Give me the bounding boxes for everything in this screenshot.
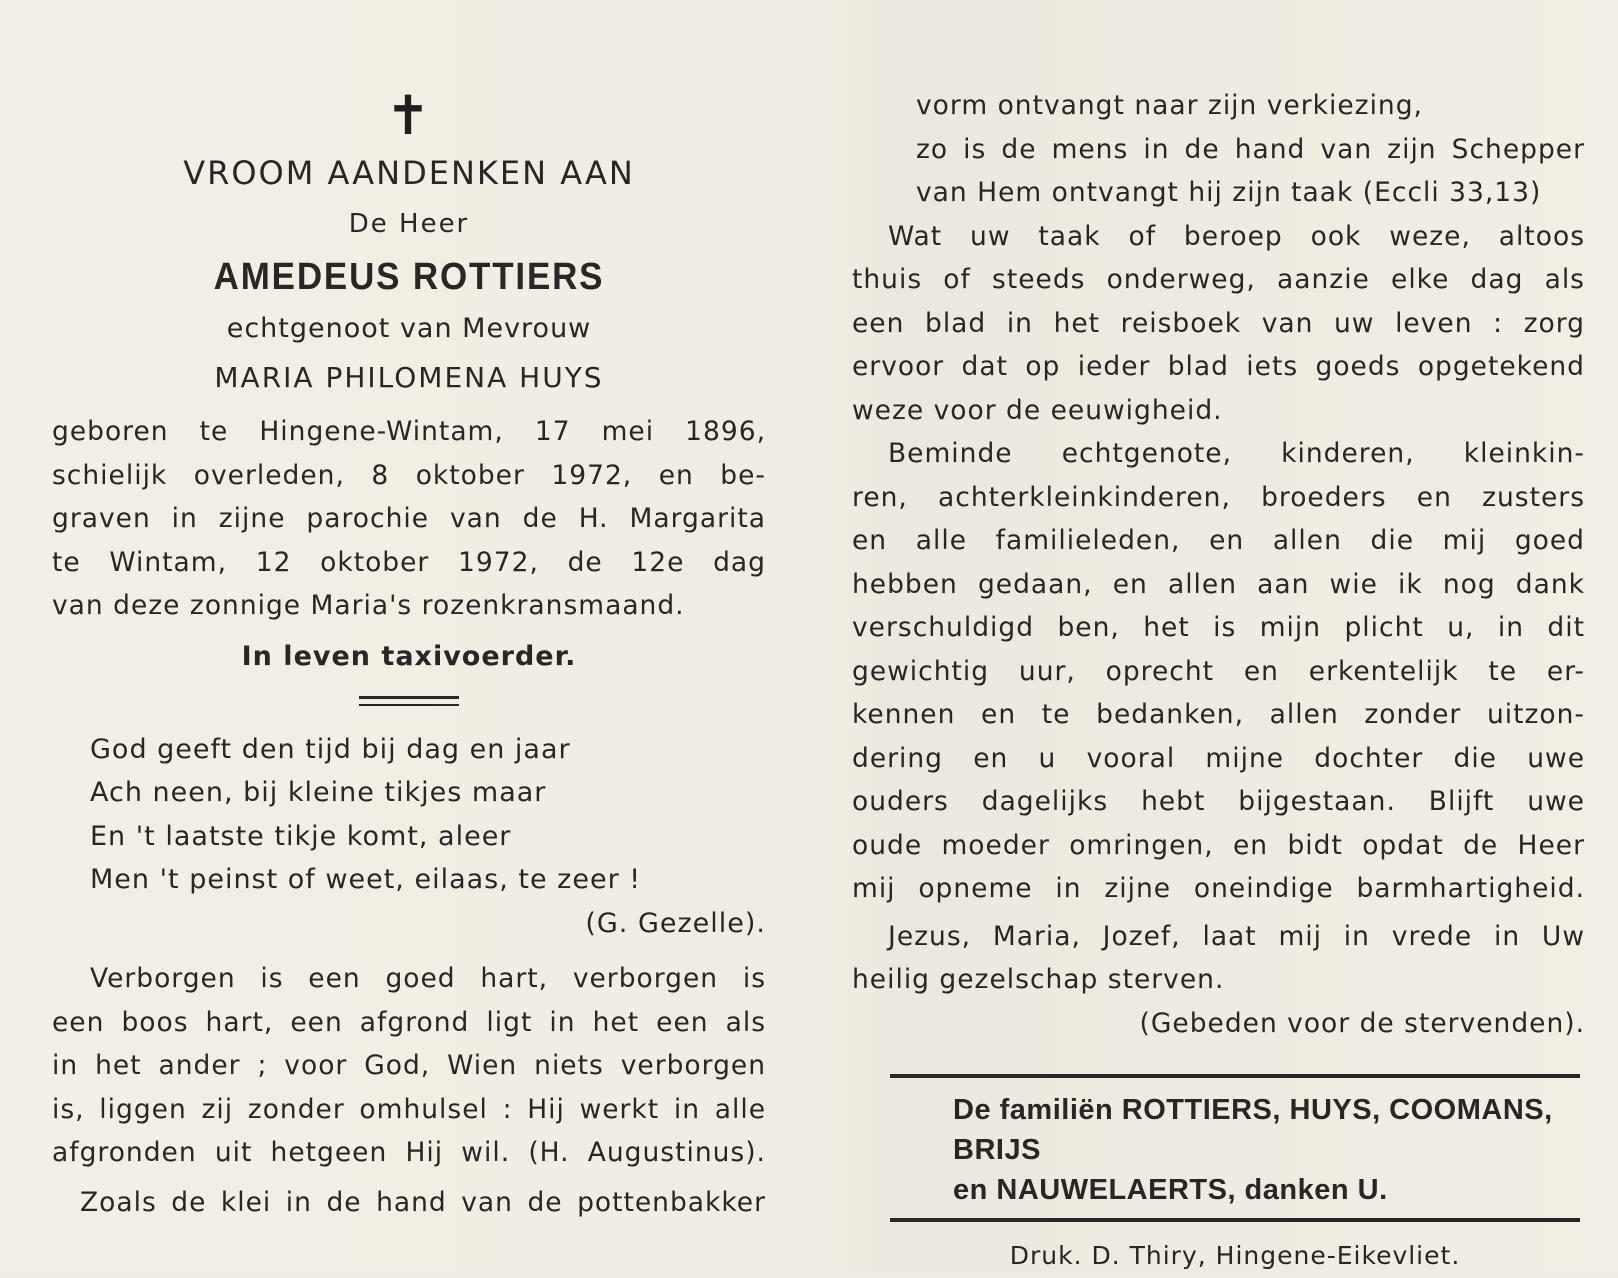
- augustinus-quote: [52, 957, 766, 1224]
- quote-line: is, liggen zij zonder omhulsel : Hij werkt in alle: [52, 1093, 766, 1125]
- quote-line: een boos hart, een afgrond ligt in het een als: [52, 1006, 766, 1038]
- cross-icon: ✝: [385, 84, 431, 147]
- thanks-line: De familiën ROTTIERS, HUYS, COOMANS, BRIJS: [953, 1094, 1553, 1166]
- quote-line: Zoals de klei in de hand van de pottenbakker: [80, 1186, 766, 1218]
- family-line: hebben gedaan, en allen aan wie ik nog dank: [852, 568, 1585, 600]
- deceased-name: AMEDEUS ROTTIERS: [213, 256, 605, 298]
- spouse-label: echtgenoot van Mevrouw: [226, 313, 592, 344]
- poem-attribution: (G. Gezelle).: [585, 907, 766, 939]
- family-line: kennen en te bedanken, allen zonder uitzon-: [852, 699, 1585, 730]
- task-line: ervoor dat op ieder blad iets goeds opgetekend: [852, 351, 1585, 382]
- prayer-attribution: (Gebeden voor de stervenden).: [1139, 1007, 1585, 1039]
- poem-line: En 't laatste tikje komt, aleer: [90, 820, 512, 852]
- biography: [52, 410, 766, 628]
- family-thanks: [890, 1078, 1580, 1218]
- quote-line: afgronden uit hetgeen Hij wil. (H. Augustinus).: [52, 1137, 766, 1168]
- salutation: De Heer: [348, 209, 470, 239]
- family-line: en alle familieleden, en allen die mij goed: [852, 525, 1585, 556]
- family-line: Beminde echtgenote, kinderen, kleinkin-: [888, 438, 1585, 469]
- double-rule-divider: [359, 696, 459, 706]
- task-line: een blad in het reisboek van uw leven : zorg: [852, 307, 1585, 339]
- eccli-quote: [880, 84, 1585, 215]
- bio-line: van deze zonnige Maria's rozenkransmaand.: [52, 590, 685, 621]
- poem-line: God geeft den tijd bij dag en jaar: [90, 733, 571, 765]
- task-paragraph: [852, 215, 1585, 433]
- poem: [52, 728, 766, 946]
- prayer-line: heilig gezelschap sterven.: [852, 964, 1225, 995]
- family-line: dering en u vooral mijne dochter die uwe: [852, 742, 1585, 774]
- spouse-name: MARIA PHILOMENA HUYS: [214, 361, 604, 394]
- bio-line: schielijk overleden, 8 oktober 1972, en be-: [52, 459, 766, 491]
- family-line: verschuldigd ben, het is mijn plicht u, in dit: [852, 612, 1585, 643]
- poem-line: Ach neen, bij kleine tikjes maar: [90, 777, 547, 808]
- family-line: oude moeder omringen, en bidt opdat de Heer: [852, 829, 1585, 861]
- prayer-paragraph: [852, 915, 1585, 1046]
- right-page: [852, 86, 1585, 1045]
- quote-line: vorm ontvangt naar zijn verkiezing,: [916, 90, 1423, 121]
- bio-line: graven in zijne parochie van de H. Margarita: [52, 503, 766, 534]
- card-title: VROOM AANDENKEN AAN: [183, 154, 635, 192]
- task-line: weze voor de eeuwigheid.: [852, 394, 1223, 426]
- family-line: mij opneme in zijne oneindige barmhartigheid.: [852, 873, 1585, 904]
- poem-line: Men 't peinst of weet, eilaas, te zeer !: [90, 864, 642, 895]
- task-line: thuis of steeds onderweg, aanzie elke dag als: [852, 264, 1585, 295]
- thanks-block: [890, 1074, 1580, 1278]
- bio-line: te Wintam, 12 oktober 1972, de 12e dag: [52, 546, 766, 578]
- family-line: gewichtig uur, oprecht en erkentelijk te er-: [852, 655, 1585, 687]
- left-page: [52, 86, 766, 1224]
- bottom-rule: [890, 1218, 1580, 1222]
- family-paragraph: [852, 432, 1585, 911]
- quote-line: Verborgen is een goed hart, verborgen is: [90, 963, 766, 994]
- thanks-line: en NAUWELAERTS, danken U.: [953, 1174, 1388, 1206]
- quote-line: in het ander ; voor God, Wien niets verborgen: [52, 1050, 766, 1081]
- printer-credit: Druk. D. Thiry, Hingene-Eikevliet.: [1009, 1241, 1461, 1270]
- prayer-line: Jezus, Maria, Jozef, laat mij in vrede in Uw: [888, 920, 1585, 952]
- quote-line: van Hem ontvangt hij zijn taak (Eccli 33,13): [916, 177, 1542, 208]
- quote-line: zo is de mens in de hand van zijn Schepper: [916, 133, 1585, 165]
- family-line: ouders dagelijks hebt bijgestaan. Blijft uwe: [852, 786, 1585, 817]
- occupation: In leven taxivoerder.: [241, 640, 577, 672]
- family-line: ren, achterkleinkinderen, broeders en zusters: [852, 481, 1585, 513]
- bio-line: geboren te Hingene-Wintam, 17 mei 1896,: [52, 416, 766, 447]
- task-line: Wat uw taak of beroep ook weze, altoos: [888, 220, 1585, 252]
